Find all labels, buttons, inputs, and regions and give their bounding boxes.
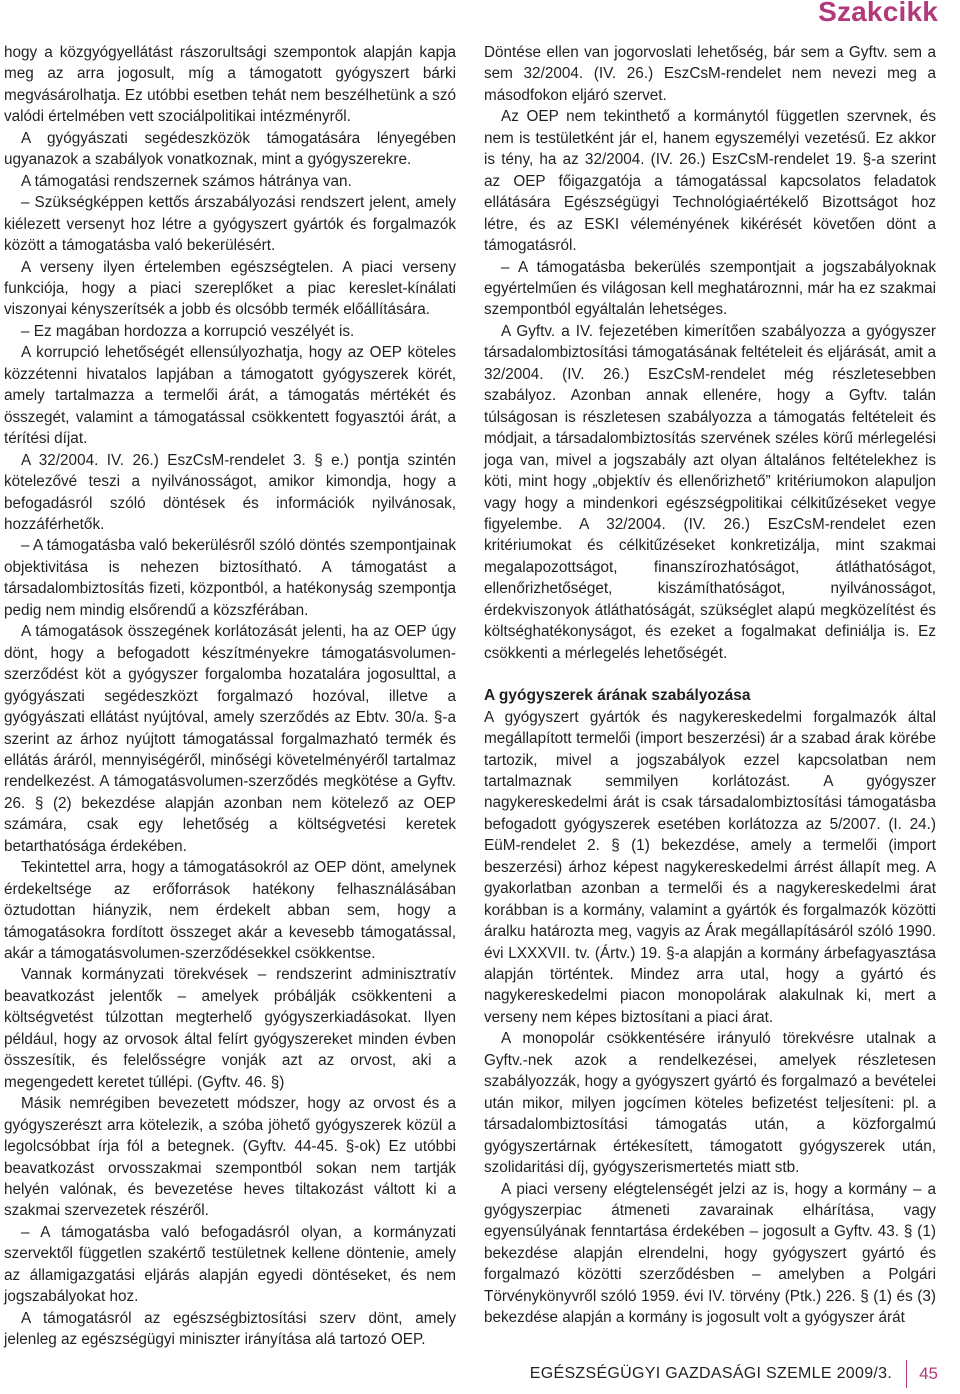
paragraph: A támogatási rendszernek számos hátránya van. (21, 172, 352, 190)
footer-divider (906, 1360, 907, 1388)
paragraph: A támogatásról az egészségbiztosítási szerv dönt, amely jelenleg az egészségügyi miniszter irányítása alá tartozó OEP. (4, 1309, 456, 1349)
paragraph: A monopolár csökkentésére irányuló törekvésre utalnak a Gyftv.-nek azok a rendelkezései, amelyek részletesen szabályozzák, hogy a gyógyszert gyártó és forgalmazó a bevételei után mikor, milyen jogcímen köteles befizetést teljesíteni: pl. a társadalombiztosítási támogatás után, a közforgalmú gyógyszertárnak értékesített, támogatott gyógyszerek után, szolidaritási díj, gyógyszerismertetés miatt stb. (484, 1030, 936, 1177)
paragraph: A Gyftv. a IV. fejezetében kimerítően szabályozza a gyógyszer társadalombiztosítási támogatásának feltételeit és eljárását, amit a 32/2004. (IV. 26.) EszCsM-rendelet még részletesebben szabályoz. Azonban annak ellenére, hogy a Gyftv. talán túlságosan is részletesen szabályozza a támogatás feltételeit és módjait, a társadalombiztosítás szervének széles körű mérlegelési joga van, mivel a jogszabály azt olyan általános feltételekhez is köti, mint hogy „objektív és ellenőrizhető” kritériumokon alapuljon vagy hogy a mindenkori egészségpolitikai célkitűzéseket vegye figyelembe. A 32/2004. (IV. 26.) EszCsM-rendelet ezen kritériumokat és célkitűzéseket konkretizálja, mint szakmai megalapozottságot, finanszírozhatóságot, átláthatóságot, ellenőrizhetőséget, kiszámíthatóságot, nyilvánosságot, érdekviszonyok átláthatóságát, szükséglet alapú megközelítést és költséghatékonyságot, és ezeket a fogalmakat definiálja is. Ez csökkenti a mérlegelés lehetőségét. (484, 322, 936, 662)
paragraph: – A támogatásba bekerülés szempontjait a jogszabályoknak egyértelműen és világosan kell meghatároznni, már ha ez szakmai szempontból egyáltalán lehetséges. (484, 258, 936, 319)
paragraph: – Ez magában hordozza a korrupció veszélyét is. (21, 322, 355, 340)
paragraph: A gyógyászati segédeszközök támogatására lényegében ugyanazok a szabályok vonatkoznak, mint a gyógyszerekre. (4, 129, 456, 169)
journal-title: EGÉSZSÉGÜGYI GAZDASÁGI SZEMLE 2009/3. (529, 1365, 893, 1382)
paragraph: Másik nemrégiben bevezetett módszer, hogy az orvost és a gyógyszerészt arra kötelezik, a szóba jöhető gyógyszerek közül a legolcsóbbat írja fól a betegnek. (Gyftv. 44-45. §-ok) Ez utóbbi beavatkozást orvosszakmai szempontból sokan nem tartják helyén valónak, és bevezetése heves tiltakozást váltott ki a szakmai szervezetek részéről. (4, 1095, 456, 1220)
section-heading: A gyógyszerek árának szabályozása (484, 687, 751, 705)
paragraph: A korrupció lehetőségét ellensúlyozhatja, hogy az OEP köteles közzétenni hivatalos lapjában a támogatott gyógyszerek körét, amely tartalmazza a termelői árát, a támogatás mértékét és összegét, valamint a támogatással csökkentett fogyasztói árát, a térítési díjat. (4, 344, 456, 448)
paragraph: A verseny ilyen értelemben egészségtelen. A piaci verseny funkciója, hogy a piaci szereplőket a piac kereslet-kínálati viszonyai kényszerítsék a jobb és olcsóbb termék előállítására. (4, 258, 456, 319)
paragraph: A piaci verseny elégtelenségét jelzi az is, hogy a kormány – a gyógyszerpiac átmeneti zavarainak elhárítása, vagy egyensúlyának fenntartása érdekében – jogosult a Gyftv. 43. § (1) bekezdése alapján elrendelni, hogy gyógyszert gyártó és forgalmazó közötti szerződésben – amelyben a Polgári Törvénykönyvről szóló 1959. évi IV. törvény (Ptk.) 226. § (1) és (3) bekezdése alapján a kormány is jogosult volt a gyógyszer árát (484, 1180, 936, 1327)
paragraph: – A támogatásba való bekerülésről szóló döntés szempontjainak objektivitása is nehezen biztosítható. A támogatást a társadalombiztosítás fizeti, központból, a hatékonyság szempontja pedig nem mindig elsőrendű a közszférában. (4, 537, 456, 619)
right-column (484, 42, 936, 1329)
left-column (4, 42, 456, 1351)
paragraph: A 32/2004. IV. 26.) EszCsM-rendelet 3. § e.) pontja szintén kötelezővé teszi a nyilvánosságot, amikor kimondja, hogy a befogadásról szóló döntések és információk nyilvánosak, hozzáférhetők. (4, 451, 456, 533)
paragraph: – A támogatásba való befogadásról olyan, a kormányzati szervektől független szakértő testületnek kellene döntenie, amely az államigazgatási eljárás alapján egyedi döntéseket, és nem jogszabályokat hoz. (4, 1223, 456, 1306)
section-label: Szakcikk (818, 0, 938, 27)
paragraph: – Szükségképpen kettős árszabályozási rendszert jelent, amely kiélezett versenyt hoz létre a gyógyszert gyártók és forgalmazók között a támogatásba való bekerülésért. (4, 194, 456, 255)
paragraph: Vannak kormányzati törekvések – rendszerint adminisztratív beavatkozást jelentők – amelyek próbálják csökkenteni a költségvetést túlzottan megterhelő gyógyszerkiadásokat. Ilyen például, hogy az orvosok által felírt gyógyszereket minden évben összesítik, és felelősségre vonják azt az orvost, aki a megengedett keretet túllépi. (Gyftv. 46. §) (4, 966, 456, 1091)
page-footer (530, 1360, 938, 1388)
paragraph: hogy a közgyógyellátást rászorultsági szempontok alapján kapja meg az arra jogosult, míg a támogatott gyógyszert bárki megvásárolhatja. Ez utóbbi esetben tehát nem beszélhetünk a szó valódi értelmében vett szociálpolitikai intézményről. (4, 44, 456, 126)
paragraph: Döntése ellen van jogorvoslati lehetőség, bár sem a Gyftv. sem a sem 32/2004. (IV. 26.) EszCsM-rendelet nem nevezi meg a másodfokon eljáró szervet. (484, 44, 936, 104)
page-number: 45 (919, 1364, 938, 1383)
paragraph: Az OEP nem tekinthető a kormánytól független szervnek, és nem is testületként jár el, hanem egyszemélyi vezetésű. Ez akkor is tény, ha az 32/2004. (IV. 26.) EszCsM-rendelet 19. §-a szerint az OEP főigazgatója a támogatással kapcsolatos feladatok ellátására Egészségügyi Technológiaértékelő Bizottságot hoz létre, és az ESKI véleményének kikérését követően dönt a támogatásról. (484, 108, 936, 255)
paragraph: Tekintettel arra, hogy a támogatásokról az OEP dönt, amelynek érdekeltsége az erőforrások hatékony felhasználásában öztudottan hiányzik, nem érdekelt abban sem, hogy a támogatásokra fordított összeget akár a kevesebb támogatással, akár a támogatásvolumen-szerződésekkel csökkentse. (4, 859, 456, 963)
paragraph: A támogatások összegének korlátozását jelenti, ha az OEP úgy dönt, hogy a befogadott készítményekre támogatásvolumen-szerződést köt a gyógyszer forgalomba hozatalára jogosulttal, a gyógyászati segédeszközt forgalmazó hozóval, illetve a gyógyászati ellátást nyújtóval, amely szerződés az Ebtv. 30/a. §-a szerint az árhoz nyújtott támogatással forgalmazható termék és ellátás áráról, mennyiségéről, minőségi követelményéről tartalmaz rendelkezést. A támogatásvolumen-szerződés megkötése a Gyftv. 26. § (2) bekezdése alapján azonban nem kötelező az OEP számára, csak egy lehetőség a költségvetési keretek betarthatósága érdekében. (4, 623, 456, 855)
paragraph: A gyógyszert gyártók és nagykereskedelmi forgalmazók által megállapított termelői (import beszerzési) ár a szabad árak körébe tartozik, mivel a jogszabályok ezzel kapcsolatban nem tartalmaznak semmilyen korlátozást. A gyógyszer nagykereskedelmi árát is csak társadalombiztosítási támogatásba befogadott gyógyszerek esetében korlátozza az 5/2007. (I. 24.) EüM-rendelet 2. § (1) bekezdése, amely a termelői (import beszerzési) árhoz képest nagykereskedelmi árrést állapít meg. A gyakorlatban azonban a termelői és a nagykereskedelmi árat korábban is a kormány, valamint a gyártók és forgalmazók közötti áralku határozta meg, vagyis az Árak megállapításáról szóló 1990. évi LXXXVII. tv. (Ártv.) 19. §-a alapján a kormány árbefagyasztása alapján történtek. Mindez arra utal, hogy a gyártó és nagykereskedelmi piacon monopolárak alakulnak ki, mert a verseny nem képes biztosítani a piaci árat. (484, 708, 936, 1026)
